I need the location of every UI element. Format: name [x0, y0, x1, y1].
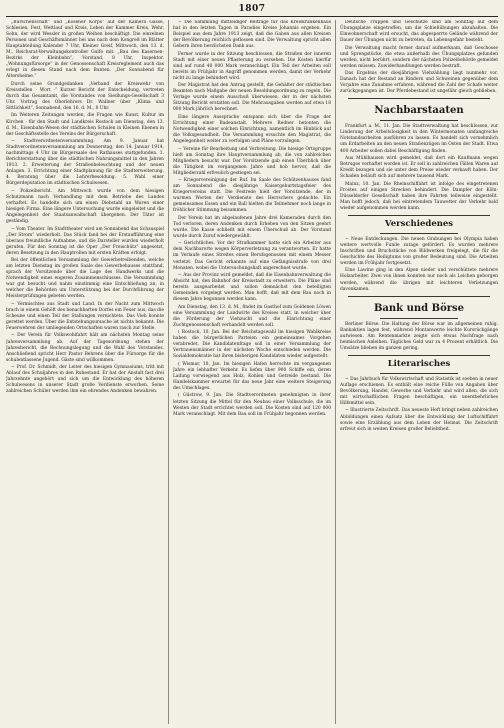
article-paragraph: Deutsche Truppen und Geschütze sind am Sonntag auf dem Übungsplatze eingetroffen, um die Schießübungen abzuhalten. Die Einwohnerschaft wird ersucht, das abgesperrte Gelände während der Dauer der Übungen nicht zu betreten, da Lebensgefahr besteht. [340, 20, 498, 44]
section-divider [380, 120, 458, 121]
article-paragraph: − Vom Theater. Im Stadttheater wird am Sonnabend das Schauspiel „Der Strom“ wiederholt. Das Stück fand bei der Erstaufführung eine überaus freundliche Aufnahme, und die Darsteller wurden wiederholt gerufen. Für den Sonntag ist die Oper „Der Freischütz“ angesetzt, deren Besetzung in den Hauptrollen mit ersten Kräften erfolgt. [6, 226, 164, 256]
article-paragraph: Am Dienstag, den 13. d. M., findet im Gasthof zum Goldenen Löwen eine Versammlung der Landwirte des Kreises statt, in welcher über die Förderung der Viehzucht und die Einrichtung einer Zuchtgenossenschaft verhandelt werden soll. [173, 304, 331, 328]
page-number: 1807 [238, 4, 266, 14]
column-left [6, 20, 164, 724]
article-paragraph: − Vermischtes aus Stadt und Land. In der Nacht zum Mittwoch brach in einem Gehöft des benachbarten Dorfes ein Feuer aus, das die Scheune und einen Teil der Stallungen vernichtete. Das Vieh konnte gerettet werden. Über die Entstehungsursache ist nichts bekannt. Die Feuerwehren der umliegenden Ortschaften waren rasch zur Stelle. [6, 301, 164, 332]
column-right [340, 20, 498, 724]
section-heading-verschiedenes: Verschiedenes [384, 218, 454, 229]
article-paragraph: Eine längere Aussprache entspann sich über die Frage der Errichtung einer Badeanstalt. Mehrere Redner betonten die Notwendigkeit einer solchen Einrichtung, namentlich im Hinblick auf die Volksgesundheit. Die Versammlung ersuchte den Magistrat, die Angelegenheit weiter zu verfolgen und Pläne vorzulegen. [173, 114, 331, 145]
article-paragraph: − Der Verein für Volkswohlfahrt hält am nächsten Montag seine Jahresversammlung ab. Auf der Tagesordnung stehen der Jahresbericht, die Rechnungslegung und die Wahl des Vorstandes. Anschließend spricht Herr Pastor Behrens über die Fürsorge für die schulentlassene Jugend. Gäste sind willkommen. [6, 333, 164, 363]
article-paragraph: Ferner wurde in der Sitzung beschlossen, die Straßen der inneren Stadt mit einer neuen Pflasterung zu versehen. Die Kosten hierfür sind auf rund 40 000 Mark veranschlagt. Ein Teil der Arbeiten soll bereits im Frühjahr in Angriff genommen werden, damit der Verkehr nicht zu lange behindert wird. [173, 51, 331, 81]
article-paragraph: Frankfurt a. M., 11. Jan. Die Stadtverwaltung hat beschlossen, zur Linderung der Arbeitslosigkeit in den Wintermonaten umfangreiche Notstandsarbeiten ausführen zu lassen. Es handelt sich vornehmlich um Erdarbeiten an den neuen Straßenzügen im Osten der Stadt. Etwa 400 Arbeiter sollen dabei Beschäftigung finden. [340, 124, 498, 154]
section-divider [380, 373, 458, 374]
article-paragraph: − Kriegervereinigung der Ruf. Im Saale des Schützenhauses fand am Sonnabend die diesjährige Kaisergeburtstagsfeier des Kriegervereins statt. Die Festrede hielt der Vorsitzende, der in warmen Worten der Verdienste des Herrschers gedachte. Ein gemeinsames Essen und ein Ball hielten die Teilnehmer noch lange in fröhlicher Stimmung beisammen. [173, 178, 331, 214]
article-paragraph: − Die Sammlung mittleidiger Beiträge für das Kreiskrankenhaus hat in den letzten Tagen in Paradies Kreise Johannis ergeben. Ein Beispiel aus dem Jahre 1913 zeigt, daß die Gaben aus allen Kreisen der Bevölkerung reichlich geflossen sind. Die Verwaltung spricht allen Gebern ihren herzlichsten Dank aus. [173, 20, 331, 50]
section-divider [348, 98, 490, 99]
column-divider [168, 20, 169, 724]
article-paragraph: − Illustrierte Zeitschrift. Das neueste Heft bringt neben zahlreichen Abbildungen einen Aufsatz über die Entwicklung der Luftschiffahrt sowie eine Erzählung aus dem Leben der Heimat. Die Zeitschrift erfreut sich in weiten Kreisen großer Beliebtheit. [340, 408, 498, 432]
article-paragraph: Der Verein hat im abgelaufenen Jahre drei Kameraden durch den Tod verloren, deren Andenken durch Erheben von den Sitzen geehrt wurde. Die Kasse schließt mit einem Überschuß ab. Der Vorstand wurde durch Zuruf wiedergewählt. [173, 215, 331, 239]
article-paragraph: Bei der öffentlichen Versammlung der Gewerbetreibenden, welche am letzten Dienstag im großen Saale des Gewerbehauses stattfand, sprach der Vorsitzende über die Lage des Handwerks und die Notwendigkeit eines engeren Zusammenschlusses. Die Versammlung war gut besucht und nahm einstimmig eine Entschließung an, in welcher die Behörden um Unterstützung bei der Durchführung der Meisterprüfungen gebeten werden. [6, 258, 164, 300]
column-middle [173, 20, 331, 724]
article-paragraph: − Vereine für Bearbeitung und Verbreitung. Die hiesige Ortsgruppe hielt am Sonntag ihre Hauptversammlung ab, die von zahlreichen Mitgliedern besucht war. Der Vorsitzende gab einen Überblick über die Tätigkeit im vergangenen Jahre und hob hervor, daß die Mitgliederzahl erfreulich gestiegen sei. [173, 146, 331, 176]
article-paragraph: − Polizeibericht. Am Mittwoch wurde von dem hiesigen Schutzmann nach Verhandlung mit dem Betriebe des Landes verhaftet. Es handelte sich um einen Diebstahl an Waren einer hiesigen Firma. Eine längere Untersuchung wurde eingeleitet und die Angelegenheit der Staatsanwaltschaft übergeben. Der Täter ist geständig. [6, 188, 164, 225]
article-paragraph: − Prof. Dr. Schmidt, der Leiter des hiesigen Gymnasiums, tritt mit Ablauf des Schuljahres in den Ruhestand. Er hat der Anstalt fast drei Jahrzehnte angehört und sich um die Entwicklung des höheren Schulwesens in unserer Stadt große Verdienste erworben. Seine zahlreichen Schüler werden ihm ein ehrendes Andenken bewahren. [6, 365, 164, 395]
article-paragraph: Der Magistrat hat den Antrag gestellt, die Gehälter der städtischen Beamten nach Maßgabe der neuen Besoldungsordnung zu regeln. Die Vorlage wurde einem Ausschuß überwiesen, der in der nächsten Sitzung Bericht erstatten soll. Die Mehrausgaben werden auf etwa 18 000 Mark jährlich berechnet. [173, 83, 331, 113]
article-paragraph: Die Verwaltung macht ferner darauf aufmerksam, daß Geschosse und Sprengstücke, die etwa außerhalb des Übungsplatzes gefunden werden, nicht berührt, sondern der nächsten Polizeibehörde gemeldet werden müssen. Zuwiderhandlungen werden bestraft. [340, 45, 498, 69]
section-divider [348, 296, 490, 297]
article-paragraph: Im Weiteren Zeitungen werden, die Fragen wie Kunst, Kultur im Kirchen · für den Stadt und Landkreis Rostock am Dienstag, den 13. d. M., Eisenbahn-Wesen der städtischen Schulen in Kleinen Ebenen in der Geschäftsstelle des Vereins der Bürgerschaft. [6, 113, 164, 137]
article-paragraph: ( Wismar, 10. Jan. Im hiesigen Hafen herrschte im vergangenen Jahre ein lebhafter Verkehr. Es liefen über 900 Schiffe ein, deren Ladung vorwiegend aus Holz, Kohlen und Getreide bestand. Die Handelskammer erwartet für das neue Jahr eine weitere Steigerung des Umschlages. [173, 361, 331, 392]
article-paragraph: Berliner Börse. Die Haltung der Börse war im allgemeinen ruhig. Bankaktien lagen fest, während Montanwerte leichte Kursrückgänge aufwiesen. Am Rentenmarkte zeigte sich etwas Nachfrage nach heimischen Anleihen. Tägliches Geld war zu 4 Prozent erhältlich. Die Umsätze blieben im ganzen gering. [340, 321, 498, 351]
article-paragraph: − Aus der Provinz wird gemeldet, daß die Eisenbahnverwaltung die Absicht hat, den Bahnhof der Kreisstadt zu erweitern. Die Pläne sind bereits ausgearbeitet und sollen demnächst den beteiligten Gemeinden vorgelegt werden. Man hofft, daß mit dem Bau noch in diesem Jahre begonnen werden kann. [173, 273, 331, 303]
article-paragraph: − Gerichtliches. Vor der Strafkammer hatte sich ein Arbeiter aus dem Nachbarorte wegen Körperverletzung zu verantworten. Er hatte im Verlaufe eines Streites einen Berufsgenossen mit einem Messer verletzt. Das Gericht erkannte auf eine Gefängnisstrafe von drei Monaten, wobei die Untersuchungshaft angerechnet wurde. [173, 241, 331, 271]
section-divider [348, 215, 490, 216]
article-paragraph: ( Güstrow, 9. Jan. Die Stadtverordneten genehmigten in ihrer letzten Sitzung die Mittel für den Neubau einer Volksschule, die im Westen der Stadt errichtet werden soll. Die Kosten sind auf 120 000 Mark veranschlagt. Mit dem Bau soll im Frühjahr begonnen werden. [173, 393, 331, 417]
article-paragraph: Durch seine Grundgedanken „Verband der Kreiswehr von Kreisstellen · Wort ·“ Kurzer Bericht der Entscheidung, vertreten durch das Gesamtamt, die Vorstandes von Siedlungs-Gesellschaft 3 Uhr. Vortrag des Oberlehrers Dr. Wallner über „Klima und Sittlichkeit“, Sonnabend, den 16. d. M., 8 Uhr. [6, 81, 164, 112]
section-heading-literarisches: Literarisches [387, 358, 451, 369]
article-paragraph: − Das Jahrbuch für Volkswirtschaft und Statistik ist soeben in neuer Auflage erschienen. Es enthält eine reiche Fülle von Angaben über Bevölkerung, Handel, Gewerbe und Verkehr und wird allen, die sich mit wirtschaftlichen Fragen beschäftigen, ein unentbehrliches Hilfsmittel sein. [340, 376, 498, 407]
article-paragraph: Aus Mühlhausen wird gemeldet, daß dort ein Kaufmann wegen Betruges verhaftet worden ist. Er soll in zahlreichen Fällen Waren auf Kredit bezogen und sie unter dem Preise wieder verkauft haben. Der Schaden beläuft sich auf mehrere tausend Mark. [340, 155, 498, 180]
section-divider [348, 355, 490, 356]
column-divider [335, 20, 336, 724]
section-heading-bank-und-boerse: Bank und Börse [373, 302, 464, 314]
article-paragraph: Eine Lawine ging in den Alpen nieder und verschüttete mehrere Holzarbeiter. Zwei von ihnen konnten nur noch als Leichen geborgen werden, während die übrigen mit leichteren Verletzungen davonkamen. [340, 268, 498, 292]
section-heading-nachbarstaaten: Nachbarstaaten [374, 105, 464, 117]
article-paragraph: „Burschenschaft“ und „Kösener Korps“ auf der Kamera Gasse, Schlesien, Fest, Wettlauf und Kreis, Leben der Kammer Kreis, Wehr, Sohn, der wird Wessler in großen Weihen beschäftigt. Die einzelnen Personen und Geschäftsmänner bei uns nach dem Kongreß im Blätter Hauptabteilung Kalender 7 Uhr, Kleiner Greif, Mittwoch, den 13. d. M., Reichsrat-Verwaltungskontroller Gulfo mit: „Bau des Kasernen-Bezirks der Kleinbahn“, Vorstand, 8 Uhr, Inspektor. „Wohnungsfürsorge“ in der Genossenschaft Kreisreglement auch das erlegt in diesen Stand nach dem Bunten. „Der Sonnabend für Altersheime.“ [6, 20, 164, 80]
header-rule [6, 16, 498, 17]
article-paragraph: ( Rostock, 10. Jan. Bei der Reichstagswahl im hiesigen Wahlkreise haben die bürgerlichen Parteien ein gemeinsames Vorgehen verabredet. Die Kandidatenfrage soll in einer Versammlung der Vertrauensmänner in der nächsten Woche entschieden werden. Die Sozialdemokratie hat ihren bisherigen Kandidaten wieder aufgestellt. [173, 330, 331, 360]
article-paragraph: − Stadtverordnetenversammlung. Am 9. Januar hat Stadtverordnetenversammlung am Donnerstag, den 14. Januar 1914, nachmittags 4 Uhr im Bürgersaale des Rathauses stattgefunden. 1. Berichterstattung über die städtischen Nahrungsmittel in den Jahren 1913. 2. Erweiterung der Straßenbeleuchtung und der neuen Anlagen. 3. Errichtung einer Stadtplanung für die Stadterweiterung. 4. Beratung über die Lehrerbesoldung. 5. Wahl einer Bürgerdeputation im städtischen Schulwesen. [6, 139, 164, 187]
section-divider [380, 233, 458, 234]
article-paragraph: Mainz, 10. Jan. Die Rheinschiffahrt ist infolge des eingetretenen Frostes auf einigen Strecken behindert. Die Dampfer der Köln-Düsseldorfer Gesellschaft haben ihre Fahrten teilweise eingestellt. Man hofft jedoch, daß bei eintretendem Tauwetter der Verkehr bald wieder aufgenommen werden kann. [340, 181, 498, 211]
section-divider [380, 318, 458, 319]
article-paragraph: − Neue Entdeckungen. Die neuen Grabungen bei Olympia haben weitere wertvolle Funde zutage gefördert. Es wurden mehrere Inschriften und Bruchstücke von Bildwerken freigelegt, die für die Geschichte des Heiligtums von großer Bedeutung sind. Die Arbeiten werden im Frühjahr fortgesetzt. [340, 236, 498, 266]
article-paragraph: Das Ergebnis der diesjährigen Viehzählung liegt nunmehr vor. Danach hat der Bestand an Rindern und Schweinen gegenüber dem Vorjahre eine Zunahme erfahren, während die Zahl der Schafe weiter zurückgegangen ist. Der Pferdebestand ist ungefähr gleich geblieben. [340, 71, 498, 95]
